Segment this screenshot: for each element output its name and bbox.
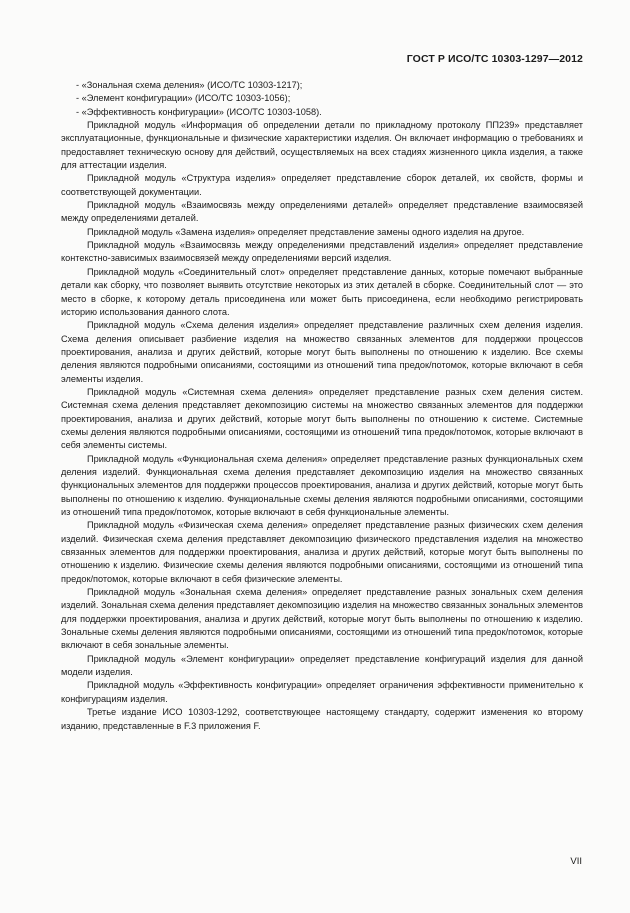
paragraph: Прикладной модуль «Системная схема деления» определяет представление разных схем деления систем. Системная схема деления представляет декомпозицию системы на множество связанных элементов для поддержки проектирования, анализа и других действий, которые могут быть выполнены по отношению к системе. Системные схемы деления являются подробными описаниями, состоящими из отношений типа предок/потомок, которые включают в себя элементы системы. — [61, 386, 583, 451]
paragraph: Прикладной модуль «Замена изделия» определяет представление замены одного изделия на другое. — [87, 226, 525, 237]
list-item: - «Эффективность конфигурации» (ИСО/ТС 10303-1058). — [76, 106, 322, 117]
paragraph: Прикладной модуль «Взаимосвязь между определениями представлений изделия» определяет представление контекстно-зависимых взаимосвязей между определениями версий изделия. — [61, 240, 583, 264]
document-body — [61, 79, 583, 733]
standard-header: ГОСТ Р ИСО/ТС 10303-1297—2012 — [406, 53, 583, 65]
paragraph: Прикладной модуль «Соединительный слот» определяет представление данных, которые помечают выбранные детали как сборку, что позволяет выявить отсутствие некоторых из этих деталей в сборке. Соединительный слот — это место в сборке, к которому деталь присоединена или может быть присоединена, если необходимо регистрировать историю использования данного слота. — [61, 266, 583, 317]
list-item: - «Зональная схема деления» (ИСО/ТС 10303-1217); — [76, 80, 303, 90]
paragraph: Прикладной модуль «Схема деления изделия» определяет представление различных схем деления изделия. Схема деления описывает разбиение изделия на множество связанных элементов для поддержки процессов проектирования, анализа и других действий, которые могут быть выполнены по отношению к изделию. Все схемы деления являются подробными описаниями, состоящими из отношений типа предок/потомок, которые включают в себя элементы изделия. — [61, 320, 583, 384]
paragraph: Прикладной модуль «Функциональная схема деления» определяет представление разных функциональных схем деления изделий. Функциональная схема деления представляет декомпозицию изделия на множество связанных функциональных элементов для поддержки процессов проектирования, анализа и других действий, которые могут быть выполнены по отношению к изделию. Функциональные схемы деления являются подробными описаниями, состоящими из отношений типа предок/потомок, которые включают в себя функциональные элементы. — [61, 453, 583, 517]
paragraph: Прикладной модуль «Зональная схема деления» определяет представление разных зональных схем деления изделий. Зональная схема деления представляет декомпозицию изделия на множество связанных зональных элементов для поддержки проектирования, анализа и других действий, которые могут быть выполнены по отношению к изделию. Зональные схемы деления являются подробными описаниями, состоящими из отношений типа предок/потомок, которые включают в себя зональные элементы. — [61, 587, 583, 651]
paragraph: Прикладной модуль «Физическая схема деления» определяет представление разных физических схем деления изделий. Физическая схема деления представляет декомпозицию физического представления изделия на множество связанных элементов для поддержки проектирования, анализа и других действий, которые могут быть выполнены по отношению к изделию. Физические схемы деления являются подробными описаниями, состоящими из отношений типа предок/потомок, которые включают в себя физические элементы. — [61, 520, 583, 584]
list-item: - «Элемент конфигурации» (ИСО/ТС 10303-1056); — [76, 93, 291, 104]
paragraph: Прикладной модуль «Структура изделия» определяет представление сборок деталей, их свойств, формы и соответствующей документации. — [61, 173, 583, 197]
paragraph: Прикладной модуль «Информация об определении детали по прикладному протоколу ПП239» представляет эксплуатационные, функциональные и физические характеристики изделия. Он включает информацию о требованиях и предоставляет техническую основу для действий, осуществляемых на всех стадиях жизненного цикла изделия, а также для аттестации изделия. — [61, 120, 583, 171]
paragraph: Прикладной модуль «Элемент конфигурации» определяет представление конфигураций изделия для данной модели изделия. — [61, 653, 583, 678]
paragraph: Третье издание ИСО 10303-1292, соответствующее настоящему стандарту, содержит изменения ко второму изданию, представленные в F.3 приложения F. — [61, 707, 583, 731]
paragraph: Прикладной модуль «Взаимосвязь между определениями деталей» определяет представление взаимосвязей между определениями деталей. — [61, 200, 583, 224]
page-number: VII — [570, 856, 582, 867]
paragraph: Прикладной модуль «Эффективность конфигурации» определяет ограничения эффективности применительно к конфигурациям изделия. — [61, 680, 583, 704]
